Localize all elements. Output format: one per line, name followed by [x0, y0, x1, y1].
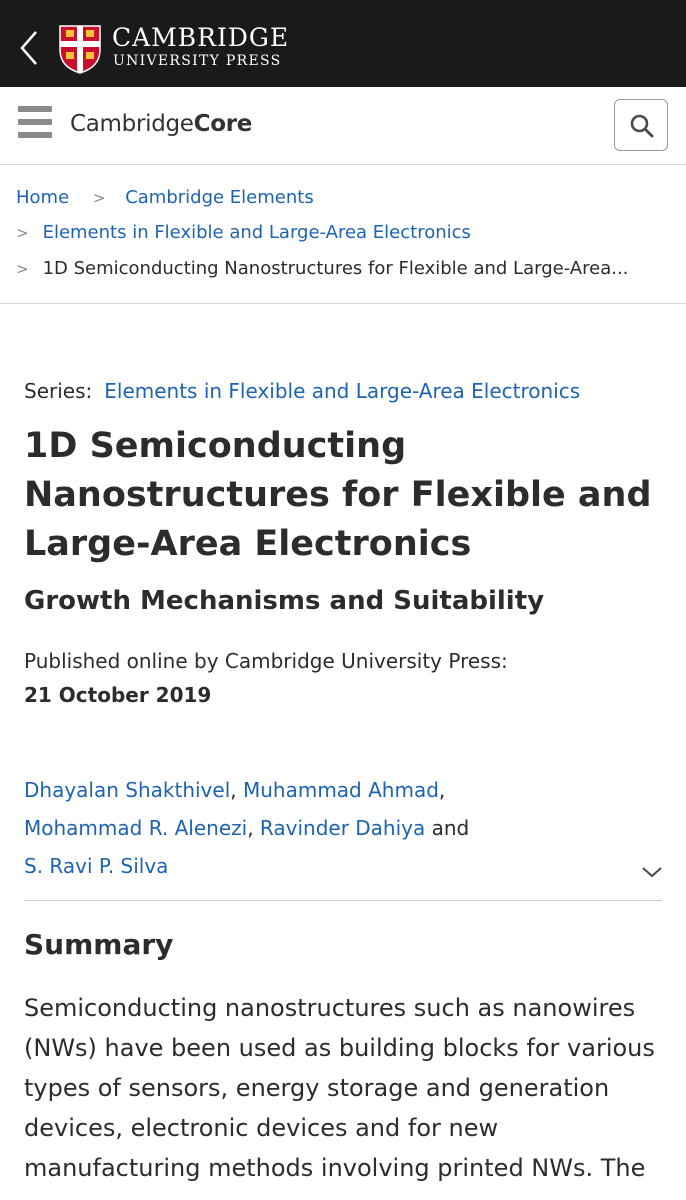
author-separator: ,	[230, 778, 237, 802]
publisher-name: CAMBRIDGE	[112, 23, 290, 52]
cambridge-shield-icon	[58, 24, 102, 74]
cambridge-core-logo[interactable]	[70, 111, 252, 137]
search-icon	[629, 113, 655, 139]
summary-heading: Summary	[24, 928, 174, 961]
chevron-down-icon[interactable]	[640, 864, 664, 880]
author-link[interactable]: S. Ravi P. Silva	[24, 854, 169, 878]
breadcrumb-row-3	[16, 258, 628, 279]
author-separator: ,	[247, 816, 254, 840]
author-link[interactable]: Ravinder Dahiya	[259, 816, 426, 840]
breadcrumb-separator: >	[16, 260, 29, 278]
hamburger-menu-icon[interactable]	[18, 106, 52, 140]
breadcrumb	[0, 165, 686, 304]
logo-word-cambridge: Cambridge	[70, 111, 194, 137]
series-line	[24, 379, 580, 403]
page-title: 1D Semiconducting Nanostructures for Flexible and Large-Area Electronics	[24, 426, 652, 564]
publisher-subname: UNIVERSITY PRESS	[113, 53, 282, 69]
series-label: Series:	[24, 379, 93, 403]
breadcrumb-row-2	[16, 222, 471, 243]
breadcrumb-separator: >	[16, 224, 29, 242]
page-subtitle: Growth Mechanisms and Suitability	[24, 586, 545, 616]
search-button[interactable]	[614, 99, 668, 151]
series-link[interactable]: Elements in Flexible and Large-Area Electronics	[104, 379, 581, 403]
breadcrumb-current: 1D Semiconducting Nanostructures for Flexible and Large-Area...	[42, 258, 629, 279]
publisher-bar	[0, 0, 686, 87]
site-header	[0, 87, 686, 165]
logo-word-core: Core	[193, 111, 253, 137]
author-link[interactable]: Muhammad Ahmad	[242, 778, 439, 802]
chevron-left-icon[interactable]	[18, 28, 42, 68]
breadcrumb-cambridge-elements[interactable]: Cambridge Elements	[125, 187, 314, 208]
breadcrumb-separator: >	[92, 189, 106, 207]
author-conjunction: and	[431, 816, 470, 840]
author-separator: ,	[438, 778, 446, 802]
author-list	[24, 771, 644, 885]
breadcrumb-series[interactable]: Elements in Flexible and Large-Area Electronics	[42, 222, 471, 243]
published-label: Published online by Cambridge University Press:	[24, 649, 508, 673]
divider	[24, 900, 662, 901]
summary-text: Semiconducting nanostructures such as nanowires (NWs) have been used as building blocks for various types of sensors, energy storage and generation devices, electronic devices and for new manufacturing methods involving printed NWs. The	[24, 994, 655, 1182]
published-date: 21 October 2019	[24, 683, 212, 707]
author-link[interactable]: Dhayalan Shakthivel	[24, 778, 231, 802]
breadcrumb-row-1	[16, 187, 314, 208]
author-link[interactable]: Mohammad R. Alenezi	[24, 816, 248, 840]
breadcrumb-home[interactable]: Home	[16, 187, 70, 208]
